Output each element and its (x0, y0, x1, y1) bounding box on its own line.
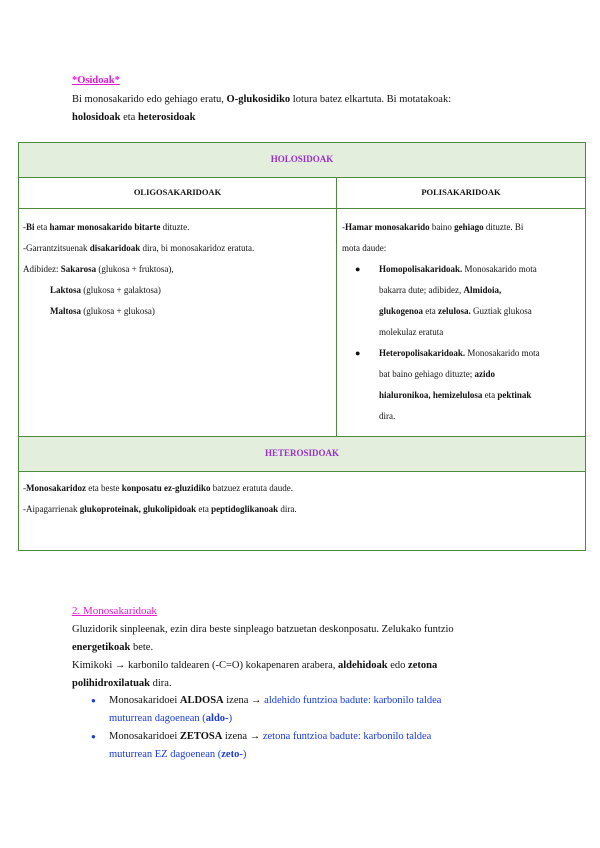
row-divider (19, 208, 585, 209)
poli-line-2: mota daude: (342, 243, 387, 253)
polisakaridoak-col-header: POLISAKARIDOAK (421, 187, 501, 197)
poli-line-1: -Hamar monosakarido baino gehiago dituzte. Bi (342, 222, 524, 232)
aldosa-line-2: muturrean dagoenean (aldo-) (109, 713, 233, 724)
homo-line-4: molekulaz eratuta (379, 327, 444, 337)
zetosa-line-2: muturrean EZ dagoenean (zeto-) (109, 749, 247, 760)
heterosidoak-line-2: -Aipagarrienak glukoproteinak, glukolipidoak eta peptidoglikanoak dira. (23, 504, 297, 514)
intro-line-1: Bi monosakarido edo gehiago eratu, O-glukosidiko lotura batez elkartuta. Bi motatakoak: (72, 94, 452, 105)
oligo-line-2: -Garrantzitsuenak disakaridoak dira, bi monosakaridoz eratuta. (23, 243, 255, 253)
bullet-dot-icon: ● (355, 264, 361, 274)
homo-line-3: glukogenoa eta zelulosa. Guztiak glukosa (379, 306, 532, 316)
oligo-line-1: -Bi eta hamar monosakarido bitarte dituzte. (23, 222, 190, 232)
bullet-dot-icon: ● (91, 696, 96, 705)
homo-line-1: Homopolisakaridoak. Monosakarido mota (379, 264, 537, 274)
intro-line-2: holosidoak eta heterosidoak (72, 112, 196, 123)
column-divider (336, 177, 337, 437)
hetero-line-1: Heteropolisakaridoak. Monosakarido mota (379, 348, 540, 358)
mono-p2-line-2: polihidroxilatuak dira. (72, 678, 172, 689)
aldosa-line-1: Monosakaridoei ALDOSA izena → aldehido funtzioa badute: karbonilo taldea (109, 695, 442, 706)
oligo-line-5: Maltosa (glukosa + glukosa) (50, 306, 155, 316)
mono-p1-line-2: energetikoak bete. (72, 642, 154, 653)
holosidoak-table (18, 142, 586, 438)
mono-p2-line-1: Kimikoki → karbonilo taldearen (-C=O) kokapenaren arabera, aldehidoak edo zetona (72, 660, 438, 671)
monosakaridoak-title: 2. Monosakaridoak (72, 605, 157, 617)
hetero-line-3: hialuronikoa, hemizelulosa eta pektinak (379, 390, 532, 400)
mono-p1-line-1: Gluzidorik sinpleenak, ezin dira beste sinpleago batzuetan deskonposatu. Zelukako funtzio (72, 624, 454, 635)
homo-line-2: bakarra dute; adibidez, Almidoia, (379, 285, 502, 295)
hetero-line-4: dira. (379, 411, 396, 421)
oligo-line-4: Laktosa (glukosa + galaktosa) (50, 285, 161, 295)
bullet-dot-icon: ● (91, 732, 96, 741)
oligosakaridoak-col-header: OLIGOSAKARIDOAK (133, 187, 222, 197)
osidoak-title: *Osidoak* (72, 75, 120, 86)
heterosidoak-line-1: -Monosakaridoz eta beste konposatu ez-gluzidiko batzuez eratuta daude. (23, 483, 293, 493)
hetero-line-2: bat baino gehiago dituzte; azido (379, 369, 495, 379)
bullet-dot-icon: ● (355, 348, 361, 358)
holosidoak-header: HOLOSIDOAK (19, 143, 585, 178)
heterosidoak-header: HETEROSIDOAK (19, 437, 585, 472)
heterosidoak-table (18, 436, 586, 551)
zetosa-line-1: Monosakaridoei ZETOSA izena → zetona funtzioa badute: karbonilo taldea (109, 731, 432, 742)
oligo-line-3: Adibidez: Sakarosa (glukosa + fruktosa), (23, 264, 174, 274)
